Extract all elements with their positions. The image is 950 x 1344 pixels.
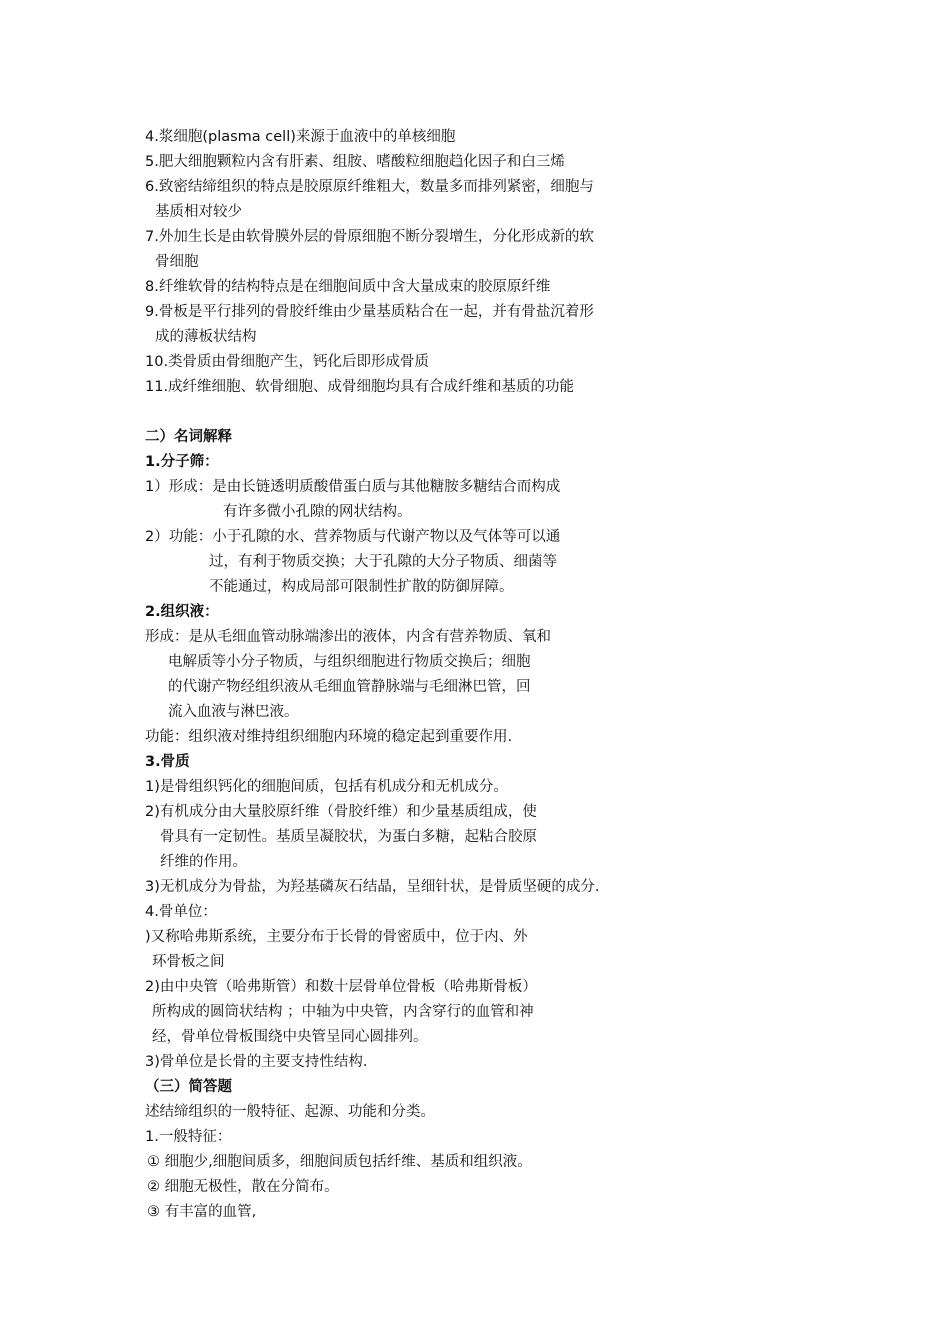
statement-11: 11.成纤维细胞、软骨细胞、成骨细胞均具有合成纤维和基质的功能: [145, 379, 575, 395]
term-4-line: 2)由中央管（哈弗斯管）和数十层骨单位骨板（哈弗斯骨板）: [145, 979, 537, 995]
term-2-line: 形成：是从毛细血管动脉端渗出的液体，内含有营养物质、氧和: [145, 629, 551, 645]
statement-9: 9.骨板是平行排列的骨胶纤维由少量基质粘合在一起，并有骨盐沉着形: [145, 304, 594, 320]
statement-8: 8.纤维软骨的结构特点是在细胞间质中含大量成束的胶原原纤维: [145, 279, 551, 295]
statement-10: 10.类骨质由骨细胞产生，钙化后即形成骨质: [145, 354, 430, 370]
term-4-line: )又称哈弗斯系统，主要分布于长骨的骨密质中，位于内、外: [145, 929, 528, 945]
term-4-line: 经，骨单位骨板围绕中央管呈同心圆排列。: [152, 1029, 428, 1045]
answer-point: ③ 有丰富的血管,: [147, 1204, 257, 1220]
term-4-title: 4.骨单位：: [145, 904, 217, 920]
term-1-line: 有许多微小孔隙的网状结构。: [223, 504, 412, 520]
answer-point: ② 细胞无极性，散在分简布。: [147, 1179, 339, 1195]
statement-9-cont: 成的薄板状结构: [155, 329, 257, 345]
answer-subheading: 1.一般特征：: [145, 1129, 232, 1145]
statement-5: 5.肥大细胞颗粒内含有肝素、组胺、嗜酸粒细胞趋化因子和白三烯: [145, 154, 565, 170]
statement-4: 4.浆细胞(plasma cell)来源于血液中的单核细胞: [145, 129, 456, 145]
statement-6: 6.致密结缔组织的特点是胶原原纤维粗大，数量多而排列紧密，细胞与: [145, 179, 594, 195]
term-2-title: 2.组织液：: [145, 604, 219, 620]
statement-7-cont: 骨细胞: [155, 254, 199, 270]
term-4-line: 3)骨单位是长骨的主要支持性结构.: [145, 1054, 368, 1070]
term-1-line: 2）功能：小于孔隙的水、营养物质与代谢产物以及气体等可以通: [145, 529, 561, 545]
term-1-line: 不能通过，构成局部可限制性扩散的防御屏障。: [209, 579, 514, 595]
term-1-title: 1.分子筛：: [145, 454, 219, 470]
term-1-line: 过，有利于物质交换；大于孔隙的大分子物质、细菌等: [209, 554, 557, 570]
term-1-line: 1）形成：是由长链透明质酸借蛋白质与其他糖胺多糖结合而构成: [145, 479, 561, 495]
term-2-line: 功能：组织液对维持组织细胞内环境的稳定起到重要作用.: [145, 729, 513, 745]
section-heading-terms: 二）名词解释: [145, 429, 232, 445]
term-3-line: 2)有机成分由大量胶原纤维（骨胶纤维）和少量基质组成，使: [145, 804, 537, 820]
term-4-line: 环骨板之间: [152, 954, 225, 970]
term-3-line: 1)是骨组织钙化的细胞间质，包括有机成分和无机成分。: [145, 779, 508, 795]
term-4-line: 所构成的圆筒状结构 ；中轴为中央管，内含穿行的血管和神: [152, 1004, 534, 1020]
answer-point: ① 细胞少,细胞间质多，细胞间质包括纤维、基质和组织液。: [147, 1154, 532, 1170]
term-3-line: 纤维的作用。: [160, 854, 247, 870]
term-3-line: 3)无机成分为骨盐，为羟基磷灰石结晶，呈细针状，是骨质坚硬的成分.: [145, 879, 600, 895]
term-3-title: 3.骨质: [145, 754, 190, 770]
statement-7: 7.外加生长是由软骨膜外层的骨原细胞不断分裂增生，分化形成新的软: [145, 229, 594, 245]
term-3-line: 骨具有一定韧性。基质呈凝胶状，为蛋白多糖，起粘合胶原: [160, 829, 537, 845]
statement-6-cont: 基质相对较少: [155, 204, 242, 220]
term-2-line: 的代谢产物经组织液从毛细血管静脉端与毛细淋巴管，回: [168, 679, 531, 695]
question-text: 述结缔组织的一般特征、起源、功能和分类。: [145, 1104, 435, 1120]
term-2-line: 流入血液与淋巴液。: [168, 704, 299, 720]
term-2-line: 电解质等小分子物质，与组织细胞进行物质交换后；细胞: [168, 654, 531, 670]
section-heading-short-answer: （三）简答题: [145, 1079, 232, 1095]
